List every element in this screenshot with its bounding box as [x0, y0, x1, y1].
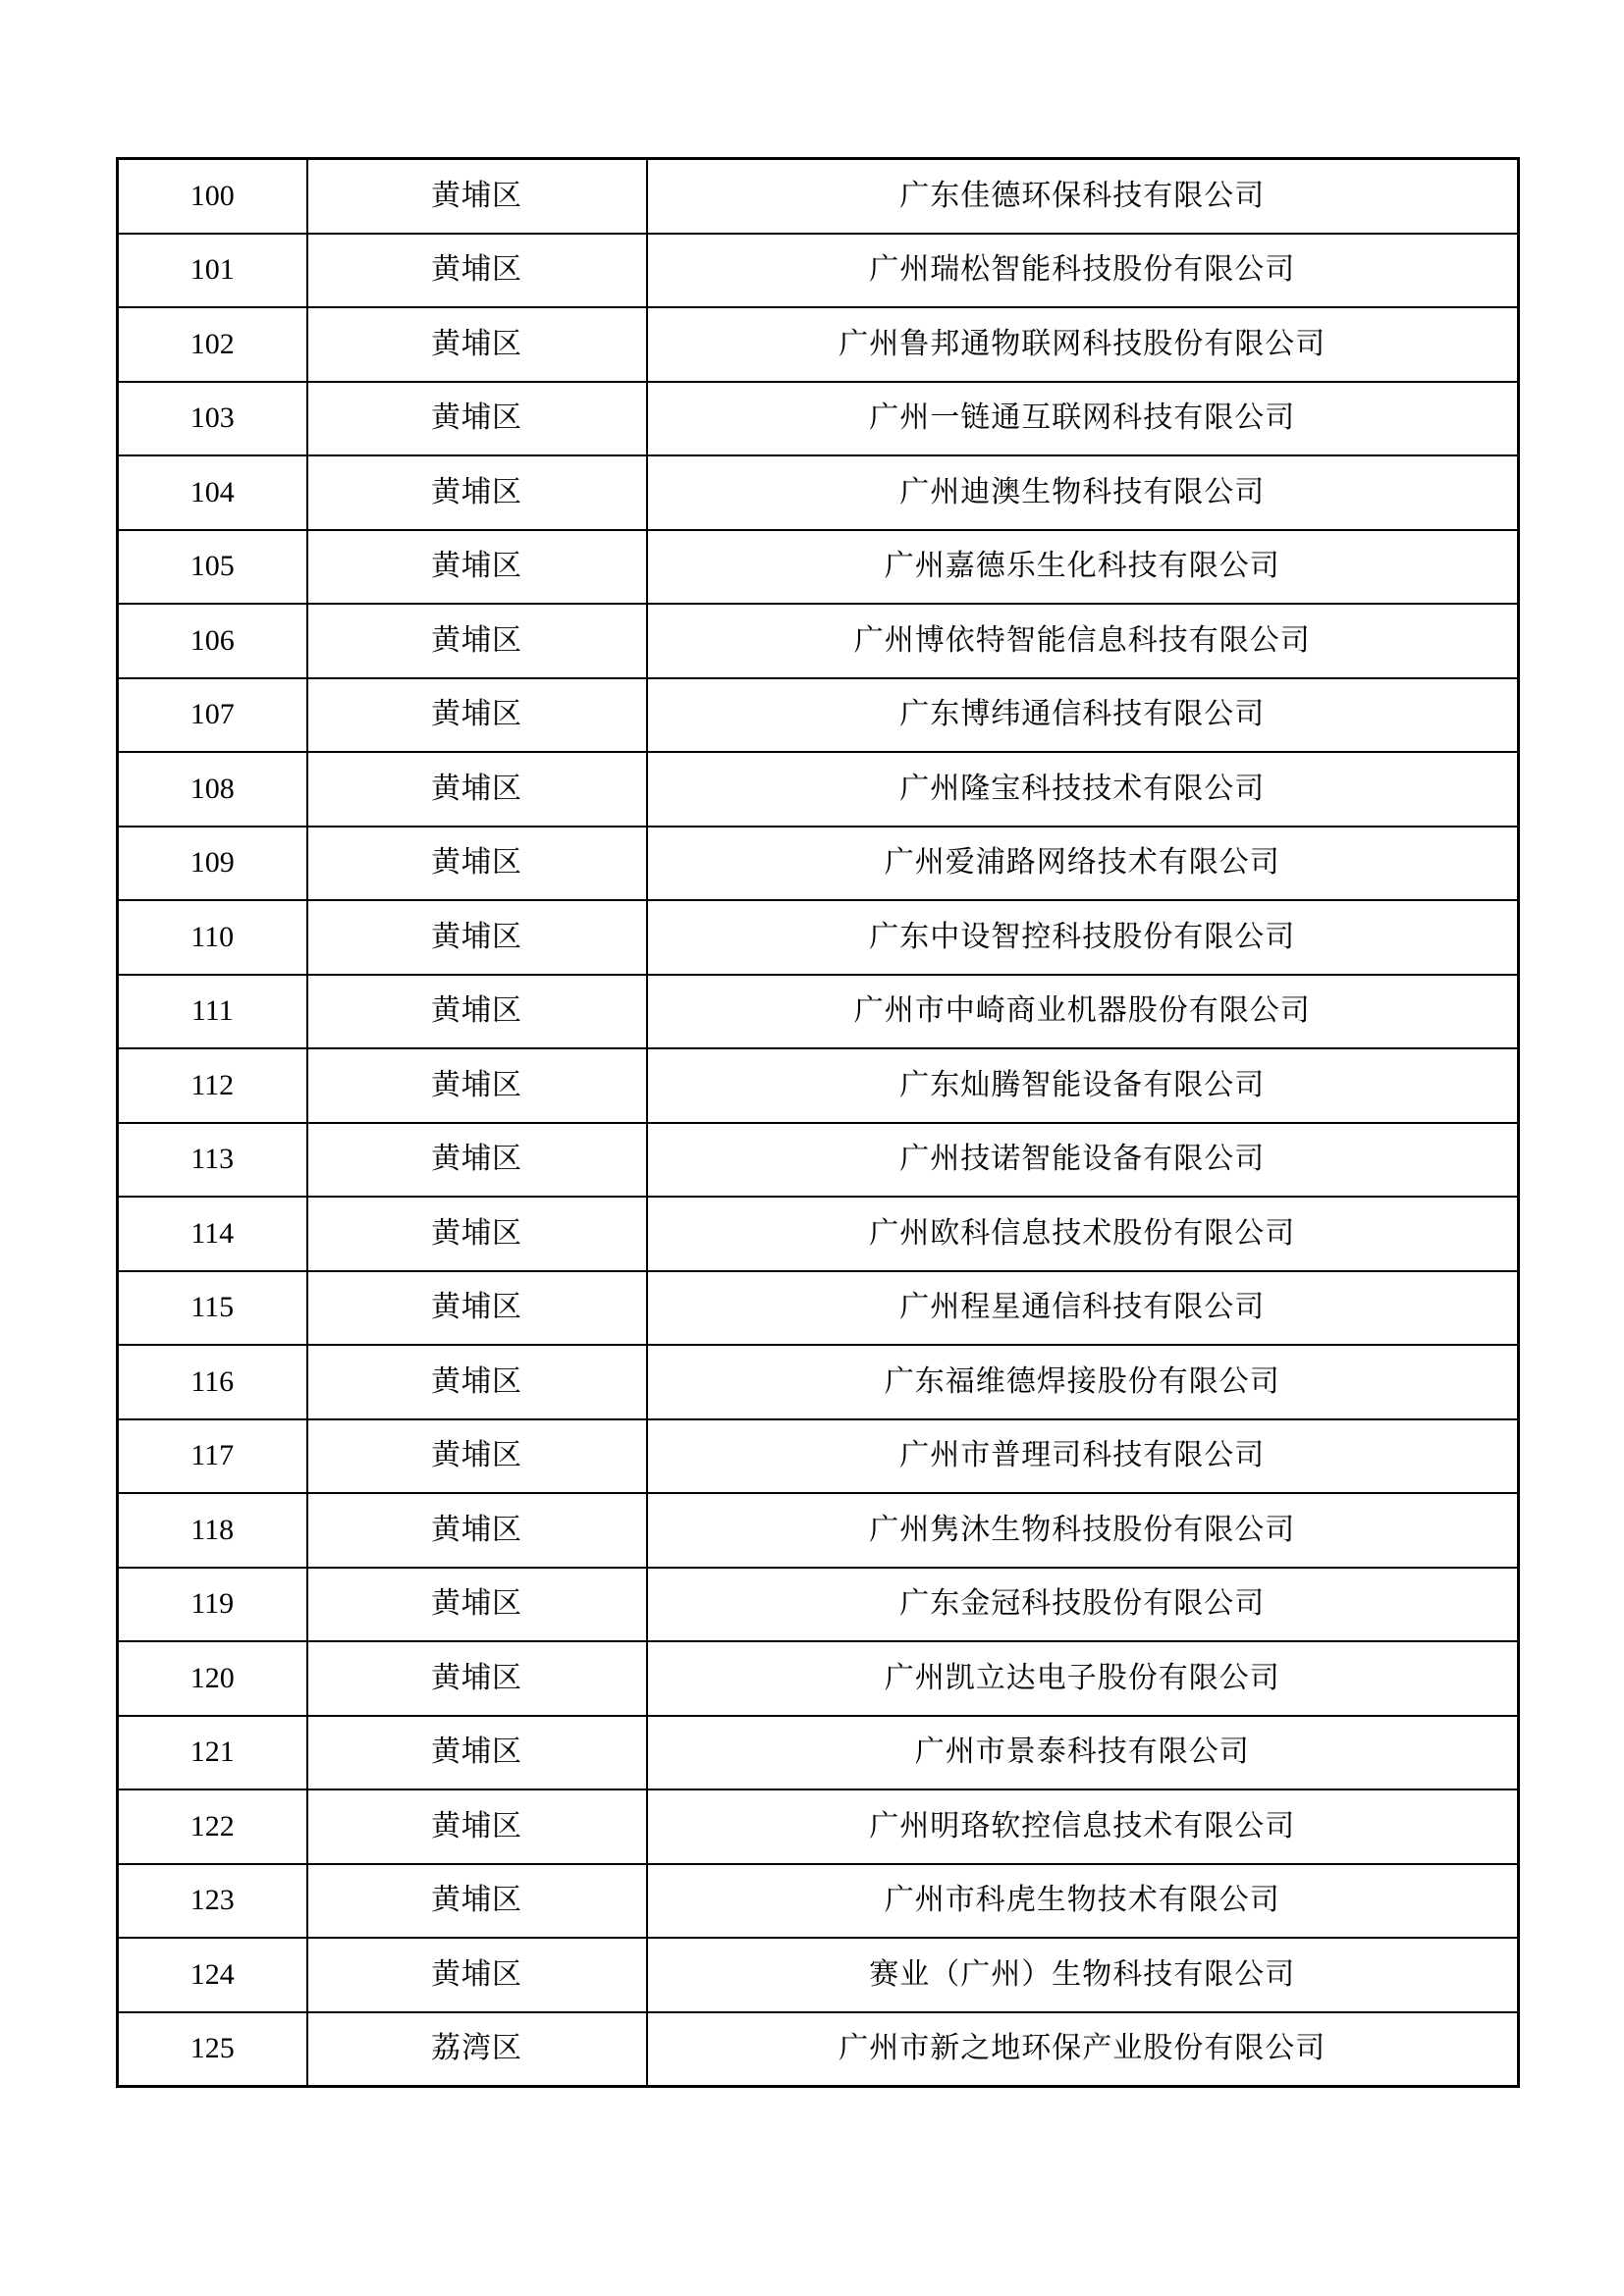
table-row — [118, 1419, 1519, 1494]
district-cell: 黄埔区 — [307, 752, 647, 827]
row-number-cell: 119 — [118, 1568, 307, 1642]
company-name-cell: 广州程星通信科技有限公司 — [647, 1271, 1519, 1346]
table-row — [118, 827, 1519, 901]
district-cell: 黄埔区 — [307, 234, 647, 308]
table-row — [118, 307, 1519, 382]
district-cell: 黄埔区 — [307, 382, 647, 456]
company-name-cell: 广州明珞软控信息技术有限公司 — [647, 1789, 1519, 1864]
district-cell: 黄埔区 — [307, 1419, 647, 1494]
row-number-cell: 113 — [118, 1123, 307, 1198]
table-row — [118, 975, 1519, 1049]
company-name-cell: 广州隽沐生物科技股份有限公司 — [647, 1493, 1519, 1568]
district-cell: 黄埔区 — [307, 678, 647, 753]
row-number-cell: 100 — [118, 159, 307, 234]
table-row — [118, 604, 1519, 678]
company-name-cell: 广东灿腾智能设备有限公司 — [647, 1048, 1519, 1123]
company-name-cell: 广东佳德环保科技有限公司 — [647, 159, 1519, 234]
company-list-table — [116, 157, 1520, 2088]
company-name-cell: 广州一链通互联网科技有限公司 — [647, 382, 1519, 456]
table-row — [118, 678, 1519, 753]
district-cell: 黄埔区 — [307, 1197, 647, 1271]
company-name-cell: 广州博依特智能信息科技有限公司 — [647, 604, 1519, 678]
row-number-cell: 125 — [118, 2012, 307, 2087]
table-row — [118, 1789, 1519, 1864]
table-row — [118, 1493, 1519, 1568]
district-cell: 黄埔区 — [307, 1123, 647, 1198]
table-row — [118, 900, 1519, 975]
district-cell: 黄埔区 — [307, 1641, 647, 1716]
table-row — [118, 382, 1519, 456]
row-number-cell: 122 — [118, 1789, 307, 1864]
table-row — [118, 1048, 1519, 1123]
company-name-cell: 广东博纬通信科技有限公司 — [647, 678, 1519, 753]
company-name-cell: 广州瑞松智能科技股份有限公司 — [647, 234, 1519, 308]
company-name-cell: 广东福维德焊接股份有限公司 — [647, 1345, 1519, 1419]
table-row — [118, 234, 1519, 308]
company-name-cell: 广州市普理司科技有限公司 — [647, 1419, 1519, 1494]
row-number-cell: 118 — [118, 1493, 307, 1568]
company-name-cell: 广州嘉德乐生化科技有限公司 — [647, 530, 1519, 605]
table-row — [118, 1716, 1519, 1790]
row-number-cell: 123 — [118, 1864, 307, 1939]
district-cell: 黄埔区 — [307, 159, 647, 234]
table-row — [118, 1345, 1519, 1419]
table-row — [118, 1568, 1519, 1642]
table-row — [118, 1938, 1519, 2012]
row-number-cell: 108 — [118, 752, 307, 827]
district-cell: 黄埔区 — [307, 604, 647, 678]
row-number-cell: 110 — [118, 900, 307, 975]
row-number-cell: 124 — [118, 1938, 307, 2012]
row-number-cell: 114 — [118, 1197, 307, 1271]
table-body — [118, 159, 1519, 2087]
row-number-cell: 105 — [118, 530, 307, 605]
district-cell: 黄埔区 — [307, 1048, 647, 1123]
district-cell: 黄埔区 — [307, 1789, 647, 1864]
table-row — [118, 1641, 1519, 1716]
company-name-cell: 广州市新之地环保产业股份有限公司 — [647, 2012, 1519, 2087]
table-row — [118, 2012, 1519, 2087]
district-cell: 黄埔区 — [307, 455, 647, 530]
district-cell: 黄埔区 — [307, 1568, 647, 1642]
company-name-cell: 广州市景泰科技有限公司 — [647, 1716, 1519, 1790]
row-number-cell: 111 — [118, 975, 307, 1049]
table-row — [118, 1197, 1519, 1271]
row-number-cell: 104 — [118, 455, 307, 530]
row-number-cell: 109 — [118, 827, 307, 901]
row-number-cell: 106 — [118, 604, 307, 678]
district-cell: 黄埔区 — [307, 975, 647, 1049]
company-name-cell: 广州市中崎商业机器股份有限公司 — [647, 975, 1519, 1049]
company-name-cell: 广东金冠科技股份有限公司 — [647, 1568, 1519, 1642]
company-name-cell: 广州隆宝科技技术有限公司 — [647, 752, 1519, 827]
district-cell: 荔湾区 — [307, 2012, 647, 2087]
row-number-cell: 120 — [118, 1641, 307, 1716]
company-name-cell: 广州欧科信息技术股份有限公司 — [647, 1197, 1519, 1271]
row-number-cell: 107 — [118, 678, 307, 753]
company-name-cell: 广州爱浦路网络技术有限公司 — [647, 827, 1519, 901]
table-row — [118, 159, 1519, 234]
company-name-cell: 广州凯立达电子股份有限公司 — [647, 1641, 1519, 1716]
row-number-cell: 101 — [118, 234, 307, 308]
district-cell: 黄埔区 — [307, 900, 647, 975]
district-cell: 黄埔区 — [307, 1938, 647, 2012]
district-cell: 黄埔区 — [307, 1493, 647, 1568]
row-number-cell: 117 — [118, 1419, 307, 1494]
company-name-cell: 赛业（广州）生物科技有限公司 — [647, 1938, 1519, 2012]
row-number-cell: 116 — [118, 1345, 307, 1419]
company-name-cell: 广东中设智控科技股份有限公司 — [647, 900, 1519, 975]
district-cell: 黄埔区 — [307, 1716, 647, 1790]
district-cell: 黄埔区 — [307, 827, 647, 901]
company-name-cell: 广州鲁邦通物联网科技股份有限公司 — [647, 307, 1519, 382]
company-name-cell: 广州技诺智能设备有限公司 — [647, 1123, 1519, 1198]
company-name-cell: 广州市科虎生物技术有限公司 — [647, 1864, 1519, 1939]
company-name-cell: 广州迪澳生物科技有限公司 — [647, 455, 1519, 530]
district-cell: 黄埔区 — [307, 1271, 647, 1346]
table-row — [118, 530, 1519, 605]
table-row — [118, 455, 1519, 530]
table-row — [118, 1271, 1519, 1346]
row-number-cell: 103 — [118, 382, 307, 456]
row-number-cell: 121 — [118, 1716, 307, 1790]
district-cell: 黄埔区 — [307, 1345, 647, 1419]
table-row — [118, 752, 1519, 827]
table-row — [118, 1864, 1519, 1939]
district-cell: 黄埔区 — [307, 530, 647, 605]
table-row — [118, 1123, 1519, 1198]
district-cell: 黄埔区 — [307, 307, 647, 382]
row-number-cell: 112 — [118, 1048, 307, 1123]
district-cell: 黄埔区 — [307, 1864, 647, 1939]
row-number-cell: 102 — [118, 307, 307, 382]
row-number-cell: 115 — [118, 1271, 307, 1346]
